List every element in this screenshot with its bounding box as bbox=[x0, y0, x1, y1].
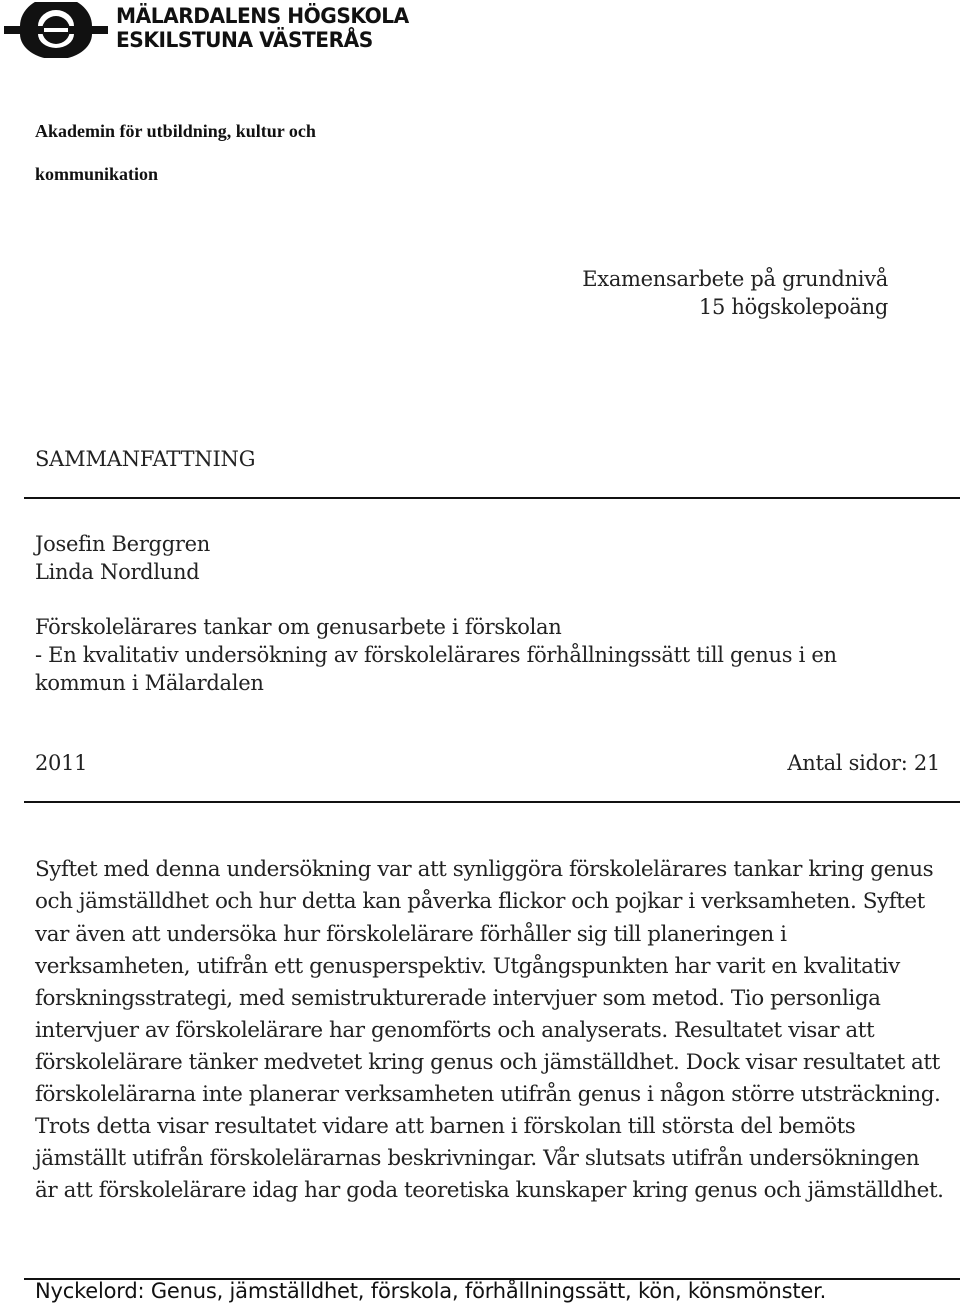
abstract-line: forskningsstrategi, med semistrukturerade intervjuer som metod. Tio personliga bbox=[35, 986, 881, 1011]
publication-year: 2011 bbox=[35, 751, 88, 775]
academy-name-line2: kommunikation bbox=[35, 164, 159, 184]
abstract-line: verksamheten, utifrån ett genusperspektiv. Utgångspunkten har varit en kvalitativ bbox=[35, 954, 900, 979]
abstract-line: förskolelärarna inte planerar verksamheten utifrån genus i någon större utsträckning. bbox=[35, 1082, 941, 1107]
academy-name-line1: Akademin för utbildning, kultur och bbox=[35, 121, 316, 141]
divider-top bbox=[24, 497, 960, 499]
exam-credits: 15 högskolepoäng bbox=[698, 295, 888, 319]
university-name-line1: MÄLARDALENS HÖGSKOLA bbox=[116, 4, 409, 28]
abstract-line: Syftet med denna undersökning var att synliggöra förskolelärares tankar kring genus bbox=[35, 857, 934, 882]
abstract-line: jämställt utifrån förskolelärarnas beskrivningar. Vår slutsats utifrån undersökningen bbox=[35, 1146, 920, 1171]
abstract-line: och jämställdhet och hur detta kan påverka flickor och pojkar i verksamheten. Syftet bbox=[35, 889, 925, 914]
abstract-line: Trots detta visar resultatet vidare att barnen i förskolan till största del bemöts bbox=[35, 1114, 856, 1139]
university-logo-icon bbox=[4, 2, 108, 58]
author-name: Linda Nordlund bbox=[35, 560, 200, 584]
author-name: Josefin Berggren bbox=[35, 532, 210, 556]
abstract-line: förskolelärare tänker medvetet kring genus och jämställdhet. Dock visar resultatet att bbox=[35, 1050, 940, 1075]
abstract-line: intervjuer av förskolelärare har genomförts och analyserats. Resultatet visar att bbox=[35, 1018, 875, 1043]
thesis-subtitle-line: kommun i Mälardalen bbox=[35, 671, 264, 695]
thesis-subtitle-line: - En kvalitativ undersökning av förskolelärares förhållningssätt till genus i en bbox=[35, 643, 837, 667]
thesis-title-line: Förskolelärares tankar om genusarbete i förskolan bbox=[35, 615, 562, 639]
keywords: Nyckelord: Genus, jämställdhet, förskola, förhållningssätt, kön, könsmönster. bbox=[35, 1279, 827, 1303]
exam-level: Examensarbete på grundnivå bbox=[582, 267, 888, 291]
abstract-line: var även att undersöka hur förskolelärare förhåller sig till planeringen i bbox=[35, 922, 787, 947]
university-name-line2: ESKILSTUNA VÄSTERÅS bbox=[116, 28, 373, 52]
page-count: Antal sidor: 21 bbox=[787, 751, 940, 775]
page-title: SAMMANFATTNING bbox=[35, 447, 256, 471]
divider-middle bbox=[24, 801, 960, 803]
abstract-line: är att förskolelärare idag har goda teoretiska kunskaper kring genus och jämställdhet. bbox=[35, 1178, 944, 1203]
